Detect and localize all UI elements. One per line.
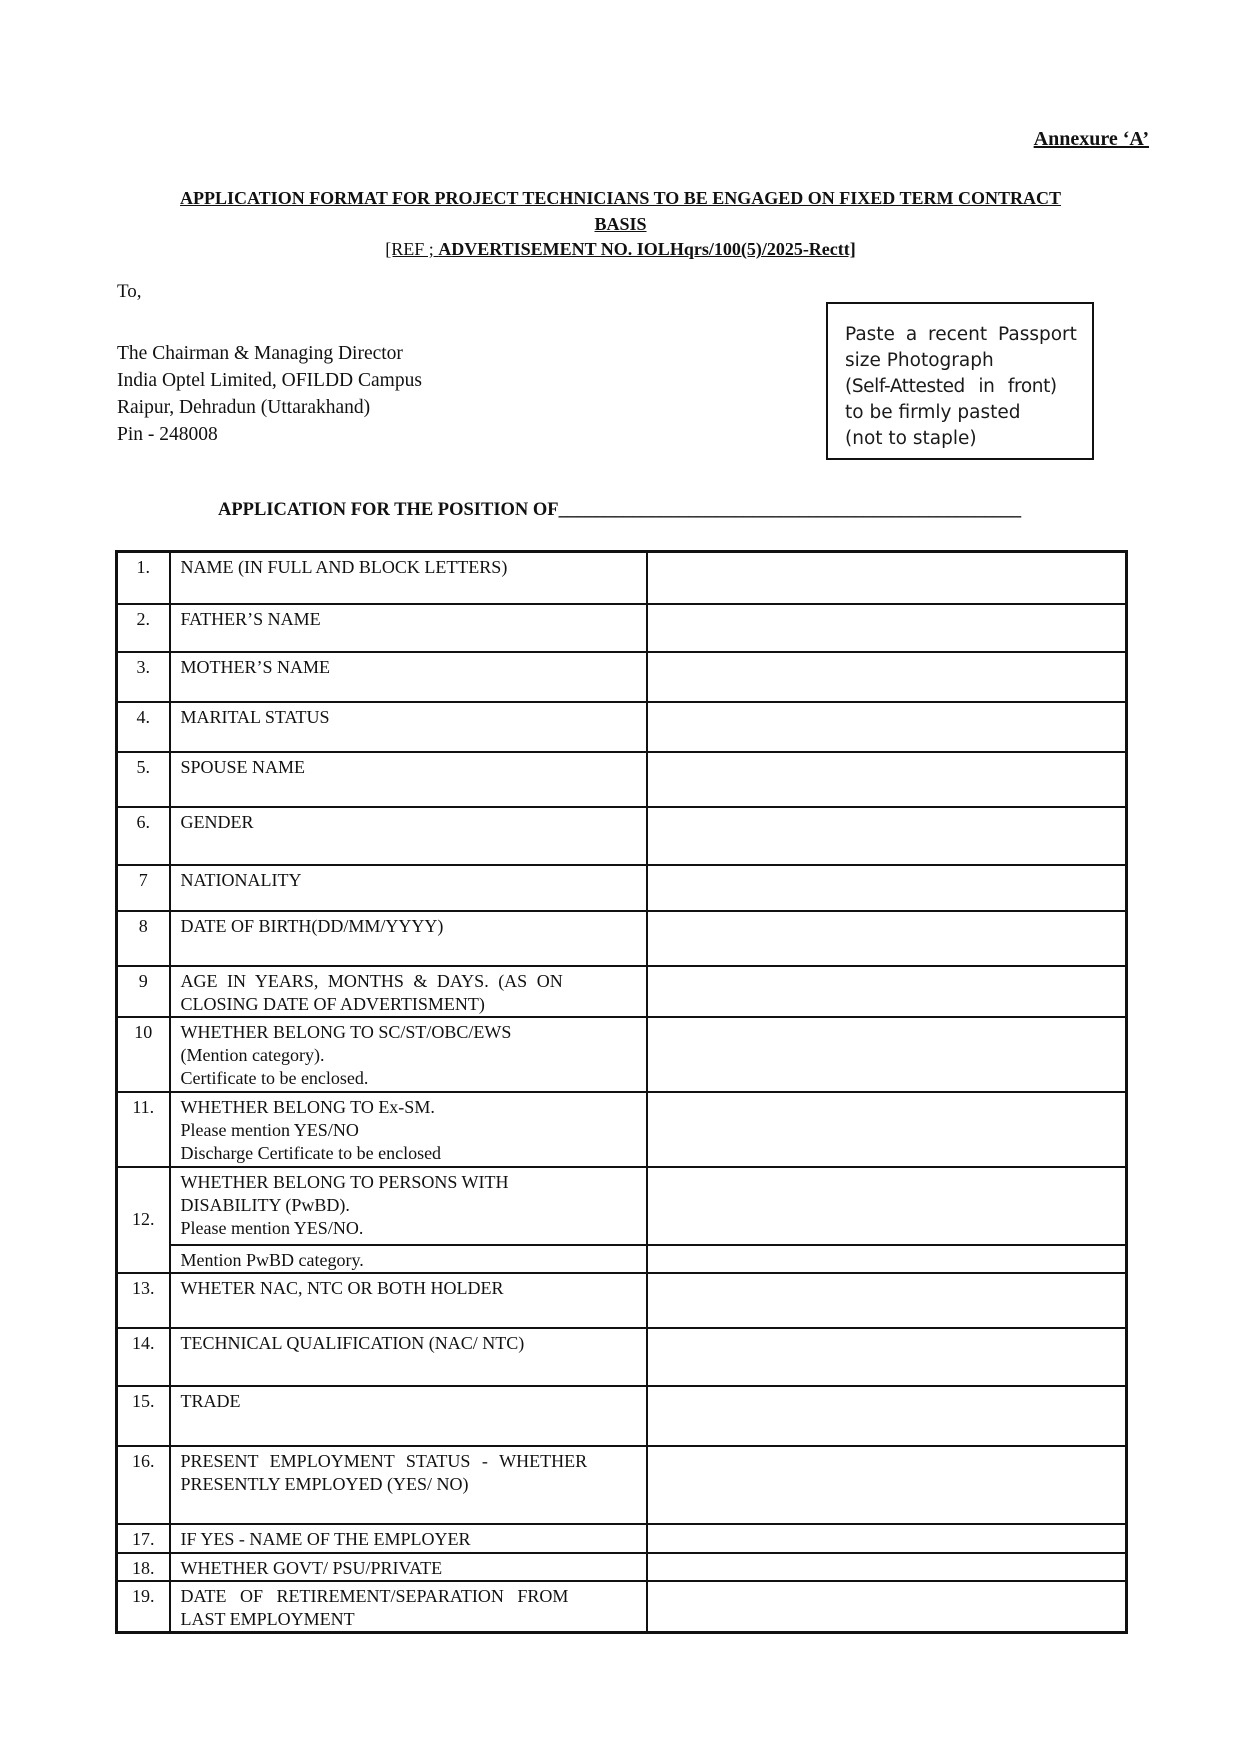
row-label-line: DISABILITY (PwBD). [180, 1194, 350, 1215]
row-label-line: Discharge Certificate to be enclosed [180, 1142, 442, 1163]
row-label-line: PRESENT EMPLOYMENT STATUS - WHETHER [180, 1450, 588, 1471]
photo-instruction-line: (Self-Attested in front) [845, 376, 1057, 397]
row-label [170, 1273, 647, 1328]
row-label-line: DATE OF BIRTH(DD/MM/YYYY) [180, 915, 444, 936]
form-title-line2: BASIS [594, 213, 647, 234]
row-value-cell [647, 966, 1127, 1017]
row-label [170, 1581, 647, 1633]
row-number: 8 [117, 911, 170, 966]
row-number: 9 [117, 966, 170, 1017]
table-row [117, 1553, 1127, 1581]
table-row [117, 1524, 1127, 1553]
table-row [117, 752, 1127, 807]
row-label [170, 1167, 647, 1245]
row-number: 1. [117, 552, 170, 604]
row-value-cell [647, 1581, 1127, 1633]
row-value-cell [647, 1017, 1127, 1092]
ref-number: ADVERTISEMENT NO. IOLHqrs/100(5)/2025-Rectt] [438, 239, 856, 259]
row-label-line: Please mention YES/NO [180, 1119, 359, 1140]
row-label-line: SPOUSE NAME [180, 756, 306, 777]
row-number: 12. [117, 1167, 170, 1273]
row-label [170, 702, 647, 752]
row-label-line: GENDER [180, 811, 254, 832]
table-sub-row [117, 1245, 1127, 1273]
row-label-line: WHETHER GOVT/ PSU/PRIVATE [180, 1557, 443, 1578]
row-number: 16. [117, 1446, 170, 1524]
row-value-cell [647, 652, 1127, 702]
row-label-line: CLOSING DATE OF ADVERTISMENT) [180, 993, 485, 1014]
row-label-line: NATIONALITY [180, 869, 302, 890]
row-label [170, 865, 647, 911]
row-label [170, 1386, 647, 1446]
row-label [170, 911, 647, 966]
row-value-cell [647, 1167, 1127, 1245]
position-blank-underscores: __________________________________________________ [558, 500, 1022, 520]
row-label-line: IF YES - NAME OF THE EMPLOYER [180, 1528, 471, 1549]
row-number: 17. [117, 1524, 170, 1553]
row-label-line: MARITAL STATUS [180, 706, 330, 727]
row-value-cell [647, 752, 1127, 807]
table-row [117, 807, 1127, 865]
row-label [170, 552, 647, 604]
row-label [170, 1446, 647, 1524]
row-number: 13. [117, 1273, 170, 1328]
addressee-block [117, 340, 422, 448]
row-number: 2. [117, 604, 170, 652]
row-value-cell [647, 1553, 1127, 1581]
row-label-line: TRADE [180, 1390, 241, 1411]
salutation: To, [117, 281, 142, 302]
row-label [170, 652, 647, 702]
application-table-body [117, 552, 1127, 1633]
ref-prefix: [REF ; [385, 239, 439, 259]
row-number: 11. [117, 1092, 170, 1167]
row-label-line: WHETER NAC, NTC OR BOTH HOLDER [180, 1277, 504, 1298]
row-label-line: WHETHER BELONG TO PERSONS WITH [180, 1171, 509, 1192]
row-value-cell [647, 807, 1127, 865]
row-value-cell [647, 604, 1127, 652]
addressee-line: The Chairman & Managing Director [117, 343, 403, 364]
table-row [117, 1167, 1127, 1245]
row-label-line: WHETHER BELONG TO SC/ST/OBC/EWS [180, 1021, 512, 1042]
position-line [218, 500, 1021, 521]
row-label-line: FATHER’S NAME [180, 608, 321, 629]
row-label [170, 807, 647, 865]
row-value-cell [647, 1386, 1127, 1446]
row-label [170, 752, 647, 807]
row-label-line: TECHNICAL QUALIFICATION (NAC/ NTC) [180, 1332, 525, 1353]
form-title-line1: APPLICATION FORMAT FOR PROJECT TECHNICIANS TO BE ENGAGED ON FIXED TERM CONTRACT [180, 188, 1061, 208]
form-ref-line [116, 237, 1125, 263]
row-label [170, 1553, 647, 1581]
table-row [117, 1386, 1127, 1446]
row-number: 7 [117, 865, 170, 911]
addressee-line: India Optel Limited, OFILDD Campus [117, 370, 422, 391]
row-number: 18. [117, 1553, 170, 1581]
position-label: APPLICATION FOR THE POSITION OF [218, 500, 559, 520]
row-label-line: MOTHER’S NAME [180, 656, 331, 677]
sub-row-value-cell [647, 1245, 1127, 1273]
row-number: 19. [117, 1581, 170, 1633]
row-number: 3. [117, 652, 170, 702]
row-label [170, 604, 647, 652]
row-number: 10 [117, 1017, 170, 1092]
row-label-line: LAST EMPLOYMENT [180, 1608, 355, 1629]
row-number: 14. [117, 1328, 170, 1386]
photo-instruction-line: Paste a recent Passport [845, 324, 1077, 345]
row-label-line: Certificate to be enclosed. [180, 1067, 369, 1088]
row-label-line: AGE IN YEARS, MONTHS & DAYS. (AS ON [180, 970, 563, 991]
row-label [170, 1328, 647, 1386]
table-row [117, 604, 1127, 652]
photo-instruction-line: (not to staple) [845, 428, 977, 449]
table-row [117, 652, 1127, 702]
row-label-line: NAME (IN FULL AND BLOCK LETTERS) [180, 557, 508, 577]
row-value-cell [647, 1446, 1127, 1524]
annexure-label: Annexure ‘A’ [1033, 128, 1149, 150]
sub-row-label [170, 1245, 647, 1273]
row-label [170, 1092, 647, 1167]
photo-instruction-line: size Photograph [845, 350, 994, 371]
photo-instruction-box [826, 302, 1094, 460]
table-row [117, 865, 1127, 911]
row-value-cell [647, 1328, 1127, 1386]
table-row [117, 966, 1127, 1017]
row-value-cell [647, 702, 1127, 752]
table-row [117, 1017, 1127, 1092]
table-row [117, 1092, 1127, 1167]
row-number: 4. [117, 702, 170, 752]
row-label-line: WHETHER BELONG TO Ex-SM. [180, 1096, 435, 1117]
application-table [115, 550, 1128, 1634]
row-number: 6. [117, 807, 170, 865]
row-value-cell [647, 552, 1127, 604]
photo-instruction-line: to be firmly pasted [845, 402, 1021, 423]
addressee-line: Raipur, Dehradun (Uttarakhand) [117, 397, 371, 418]
row-label-line: Please mention YES/NO. [180, 1217, 364, 1238]
row-value-cell [647, 911, 1127, 966]
table-row [117, 1328, 1127, 1386]
row-label-line: DATE OF RETIREMENT/SEPARATION FROM [180, 1585, 569, 1606]
row-label-line: PRESENTLY EMPLOYED (YES/ NO) [180, 1473, 469, 1494]
row-label-line: Mention PwBD category. [180, 1249, 364, 1270]
form-title-block [116, 186, 1125, 263]
row-label [170, 1017, 647, 1092]
row-value-cell [647, 865, 1127, 911]
row-number: 15. [117, 1386, 170, 1446]
table-row [117, 911, 1127, 966]
row-value-cell [647, 1092, 1127, 1167]
photo-instruction-text [845, 322, 1077, 452]
row-label-line: (Mention category). [180, 1044, 325, 1065]
table-row [117, 702, 1127, 752]
addressee-line: Pin - 248008 [117, 424, 218, 445]
row-number: 5. [117, 752, 170, 807]
table-row [117, 1581, 1127, 1633]
row-label [170, 1524, 647, 1553]
table-row [117, 1446, 1127, 1524]
table-row [117, 552, 1127, 604]
row-value-cell [647, 1524, 1127, 1553]
table-row [117, 1273, 1127, 1328]
row-value-cell [647, 1273, 1127, 1328]
row-label [170, 966, 647, 1017]
